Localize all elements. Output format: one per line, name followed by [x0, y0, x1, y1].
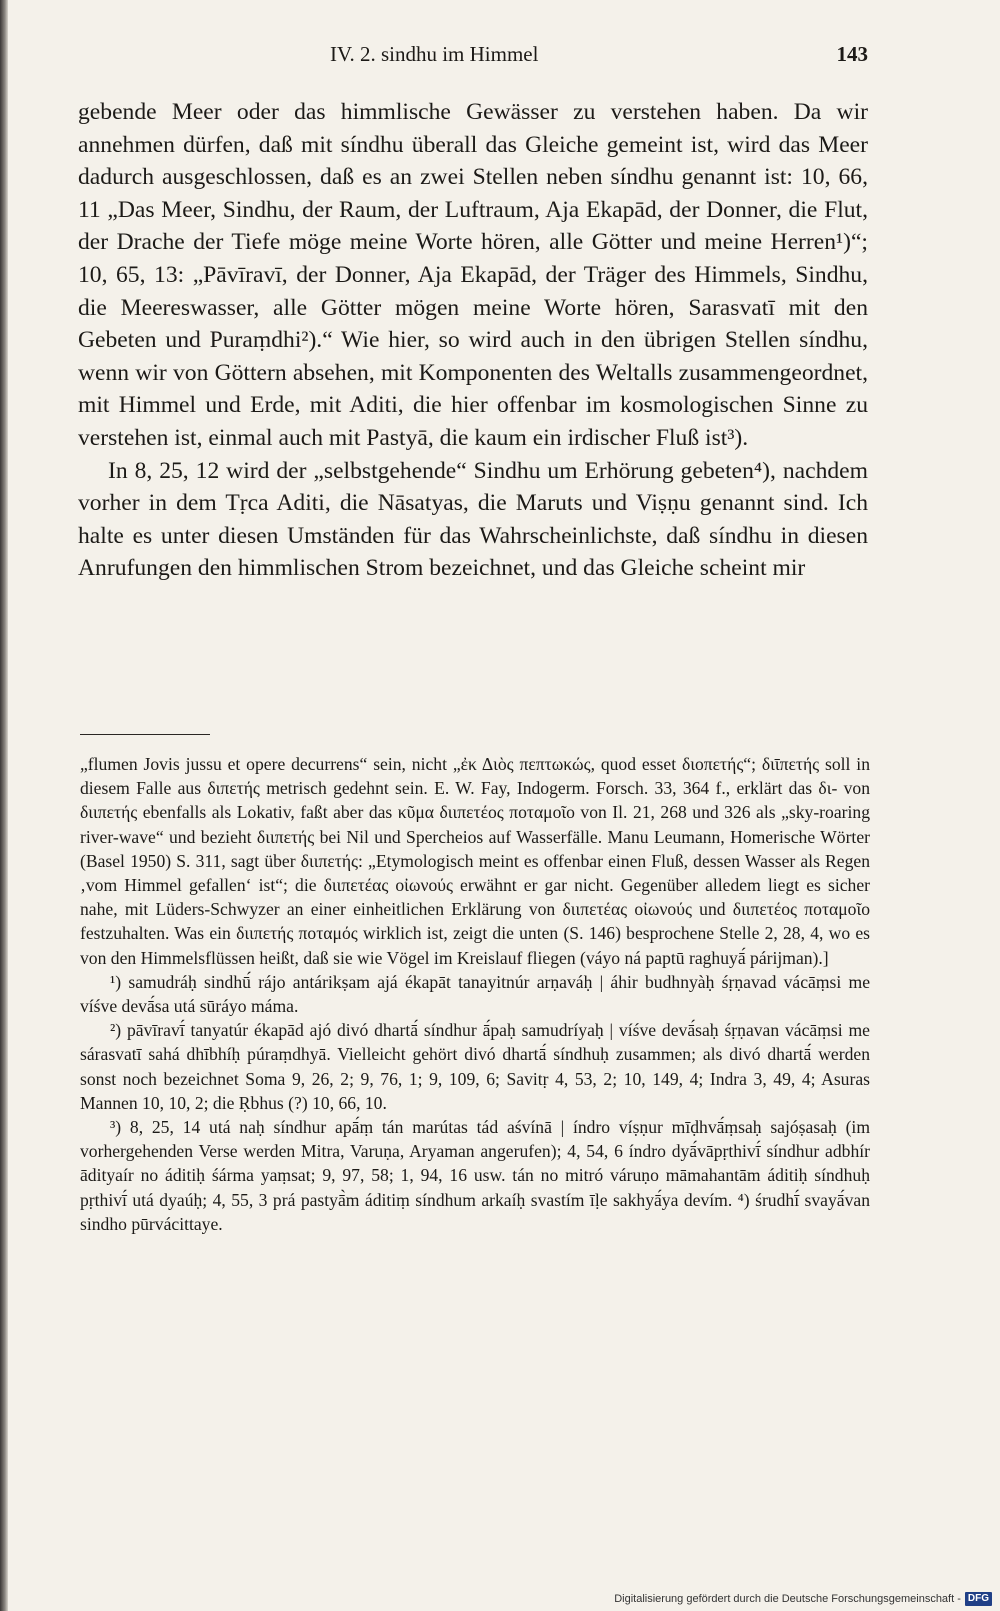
footnotes: [80, 752, 870, 1236]
credit-text: Digitalisierung gefördert durch die Deutsche Forschungsgemeinschaft -: [614, 1593, 961, 1605]
body-paragraph: gebende Meer oder das himmlische Gewässer zu verstehen haben. Da wir annehmen dürfen, daß mit síndhu überall das Gleiche gemeint ist, wird das Meer dadurch ausgeschlossen, daß es an zwei Stellen neben síndhu genannt ist: 10, 66, 11 „Das Meer, Sindhu, der Raum, der Luftraum, Aja Ekapād, der Donner, die Flut, der Drache der Tiefe möge meine Worte hören, alle Götter und meine Herren¹)“; 10, 65, 13: „Pāvīravī, der Donner, Aja Ekapād, der Träger des Himmels, Sindhu, die Meereswasser, alle Götter mögen meine Worte hören, Sarasvatī mit den Gebeten und Puraṃdhi²).“ Wie hier, so wird auch in den übrigen Stellen síndhu, wenn wir von Göttern absehen, mit Komponenten des Weltalls zusammengeordnet, mit Himmel und Erde, mit Aditi, die hier offenbar im kosmologischen Sinne zu verstehen ist, einmal auch mit Pastyā, die kaum ein irdischer Fluß ist³).: [78, 99, 868, 451]
running-title: IV. 2. sindhu im Himmel: [330, 42, 539, 66]
running-header: [78, 42, 868, 72]
page-number: 143: [836, 42, 868, 66]
footnote-2: ²) pāvīravī́ tanyatúr ékapād ajó divó dhartā́ síndhur ā́paḥ samudríyaḥ | víśve devā́saḥ śṛṇavan vácāṃsi me sárasvatī sahá dhībhíḥ púraṃdhyā. Vielleicht gehört divó dhartā́ síndhuḥ zusammen; als divó dhartā́ werden sonst noch bezeichnet Soma 9, 26, 2; 9, 76, 1; 9, 109, 6; Savitṛ 4, 53, 2; 10, 149, 4; Indra 3, 49, 4; Asuras Mannen 10, 10, 2; die Ṛbhus (?) 10, 66, 10.: [80, 1020, 870, 1113]
body-paragraph: In 8, 25, 12 wird der „selbstgehende“ Sindhu um Erhörung gebeten⁴), nachdem vorher in dem Tṛca Aditi, die Nāsatyas, die Maruts und Viṣṇu genannt sind. Ich halte es unter diesen Umständen für das Wahrscheinlichste, daß síndhu in diesen Anrufungen den himmlischen Strom bezeichnet, und das Gleiche scheint mir: [78, 457, 868, 582]
footnote-continuation: „flumen Jovis jussu et opere decurrens“ sein, nicht „ἐκ Διὸς πεπτωκώς, quod esset διοπετής“; διῑπετής soll in diesem Falle aus διπετής metrisch gedehnt sein. E. W. Fay, Indogerm. Forsch. 33, 364 f., erklärt das δι- von διιπετής ebenfalls als Lokativ, faßt aber das κῦμα διιπετέος ποταμοῖο von Il. 21, 268 und 326 als „sky-roaring river-wave“ und bezieht διιπετής bei Nil und Spercheios auf Wasserfälle. Manu Leumann, Homerische Wörter (Basel 1950) S. 311, sagt über διιπετής: „Etymologisch meint es offenbar einen Fluß, dessen Wasser als Regen ‚vom Himmel gefallen‘ ist“; die διιπετέας οἰωνούς erwähnt er gar nicht. Gegenüber alledem liegt es sicher nahe, mit Lüders-Schwyzer an einer einheitlichen Erklärung von διιπετέας οἰωνούς und διιπετέος ποταμοῖο festzuhalten. Was ein διιπετής ποταμός wirklich ist, zeigt die unten (S. 146) besprochene Stelle 2, 28, 4, wo es von den Himmelsflüssen heißt, daß sie wie Vögel im Kreislauf fliegen (váyo ná paptū raghuyā́ párijman).]: [80, 754, 870, 968]
main-text: [78, 96, 868, 585]
footnote-1: ¹) samudráḥ sindhū́ rájo antárikṣam ajá ékapāt tanayitnúr arṇaváḥ | áhir budhnyàḥ śṛṇavad vácāṃsi me víśve devā́sa utá sūráyo máma.: [80, 971, 870, 1017]
dfg-logo: DFG: [965, 1592, 992, 1606]
digitization-credit: [614, 1590, 992, 1608]
book-spine-shadow: [0, 0, 8, 1611]
footnote-3-4: ³) 8, 25, 14 utá naḥ síndhur apā́ṃ tán marútas tád aśvínā | índro víṣṇur mīḍhvā́ṃsaḥ sajóṣasaḥ (im vorhergehenden Verse werden Mitra, Varuṇa, Aryaman angerufen); 4, 54, 6 índro dyā́vāpṛthivī́ síndhur adbhír ādityaír no áditiḥ śárma yaṃsat; 9, 97, 58; 1, 94, 16 usw. tán no mitró váruṇo māmahantām áditiḥ síndhuḥ pṛthivī́ utá dyaúḥ; 4, 55, 3 prá pastyā̀m áditiṃ síndhum arkaíḥ svastím īḷe sakhyā́ya devím. ⁴) śrudhī́ svayā́van sindho pūrvácittaye.: [80, 1117, 870, 1234]
footnote-separator: [80, 734, 210, 735]
